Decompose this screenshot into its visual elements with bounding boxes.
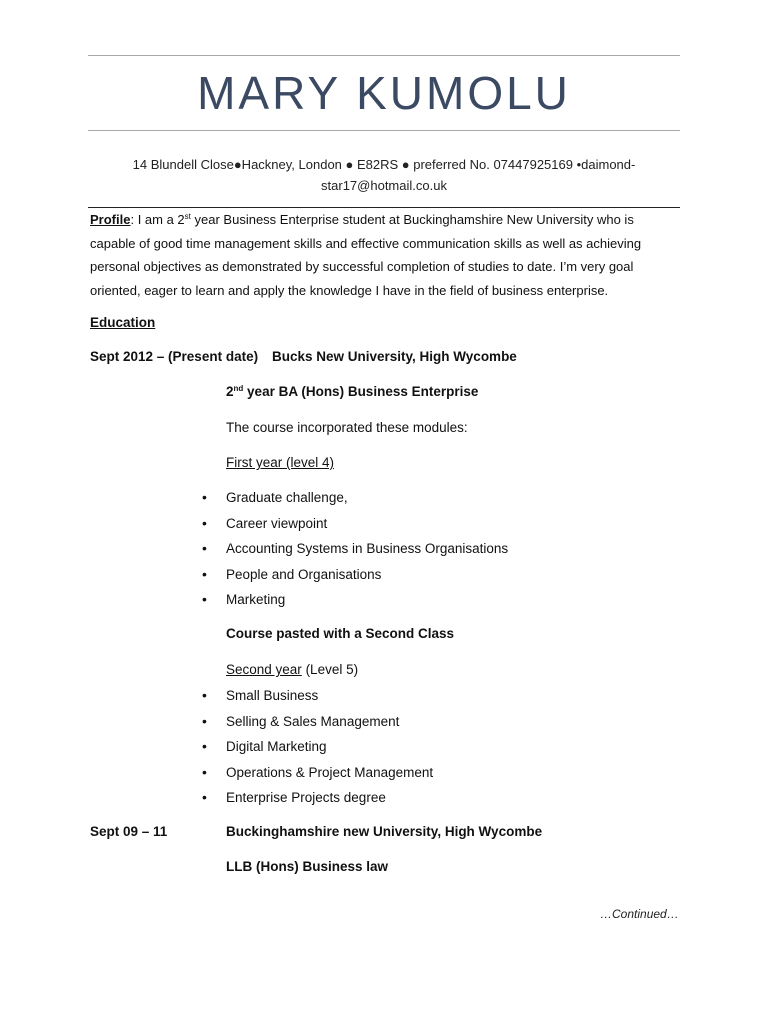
profile-text-start: : I am a 2 <box>130 212 185 227</box>
list-item: • Accounting Systems in Business Organisations <box>200 536 508 562</box>
continued-note: …Continued… <box>600 907 679 921</box>
entry1-date: Sept 2012 – (Present date) <box>90 349 259 364</box>
list-item: • Digital Marketing <box>200 734 433 760</box>
list-item: • People and Organisations <box>200 562 508 588</box>
education-heading: Education <box>90 315 156 330</box>
list-item: • Marketing <box>200 587 508 613</box>
list-item: • Selling & Sales Management <box>200 709 433 735</box>
degree-title: year BA (Hons) Business Enterprise <box>243 384 479 399</box>
contact-info <box>110 154 658 196</box>
profile-text-rest: year Business Enterprise student at Buckinghamshire New University who is capable of good time management skills and effective communication skills as well as achieving personal objectives as demonstrated by successful completion of studies to date. I’m very goal oriented, eager to learn and apply the knowledge I have in the field of business enterprise. <box>90 212 642 298</box>
list-item: • Operations & Project Management <box>200 760 433 786</box>
modules-intro: The course incorporated these modules: <box>226 420 468 435</box>
entry2-degree: LLB (Hons) Business law <box>226 859 389 874</box>
second-year-label: Second year <box>226 662 302 677</box>
degree-year-number: 2 <box>226 384 234 399</box>
degree-year-sup: nd <box>233 384 244 393</box>
contact-line-2: star17@hotmail.co.uk <box>321 178 447 193</box>
profile-sup: st <box>184 212 191 221</box>
applicant-name: MARY KUMOLU <box>197 67 571 119</box>
entry1-institution: Bucks New University, High Wycombe <box>272 349 517 364</box>
profile-section <box>90 208 680 302</box>
second-year-heading <box>226 662 358 677</box>
list-item: • Enterprise Projects degree <box>200 785 433 811</box>
list-item: • Small Business <box>200 683 433 709</box>
profile-label: Profile <box>90 212 131 227</box>
first-year-modules-list <box>200 485 508 613</box>
entry1-degree <box>226 384 478 399</box>
first-year-result: Course pasted with a Second Class <box>226 626 455 641</box>
top-divider <box>88 55 680 56</box>
entry2-date: Sept 09 – 11 <box>90 824 168 839</box>
second-year-modules-list <box>200 683 433 811</box>
name-divider <box>88 130 680 131</box>
list-item: • Career viewpoint <box>200 511 508 537</box>
second-year-level: (Level 5) <box>301 662 359 677</box>
list-item: • Graduate challenge, <box>200 485 508 511</box>
first-year-heading: First year (level 4) <box>226 455 335 470</box>
entry2-institution: Buckinghamshire new University, High Wycombe <box>226 824 543 839</box>
contact-line-1: 14 Blundell Close●Hackney, London ● E82RS ● preferred No. 07447925169 •daimond- <box>132 157 636 172</box>
